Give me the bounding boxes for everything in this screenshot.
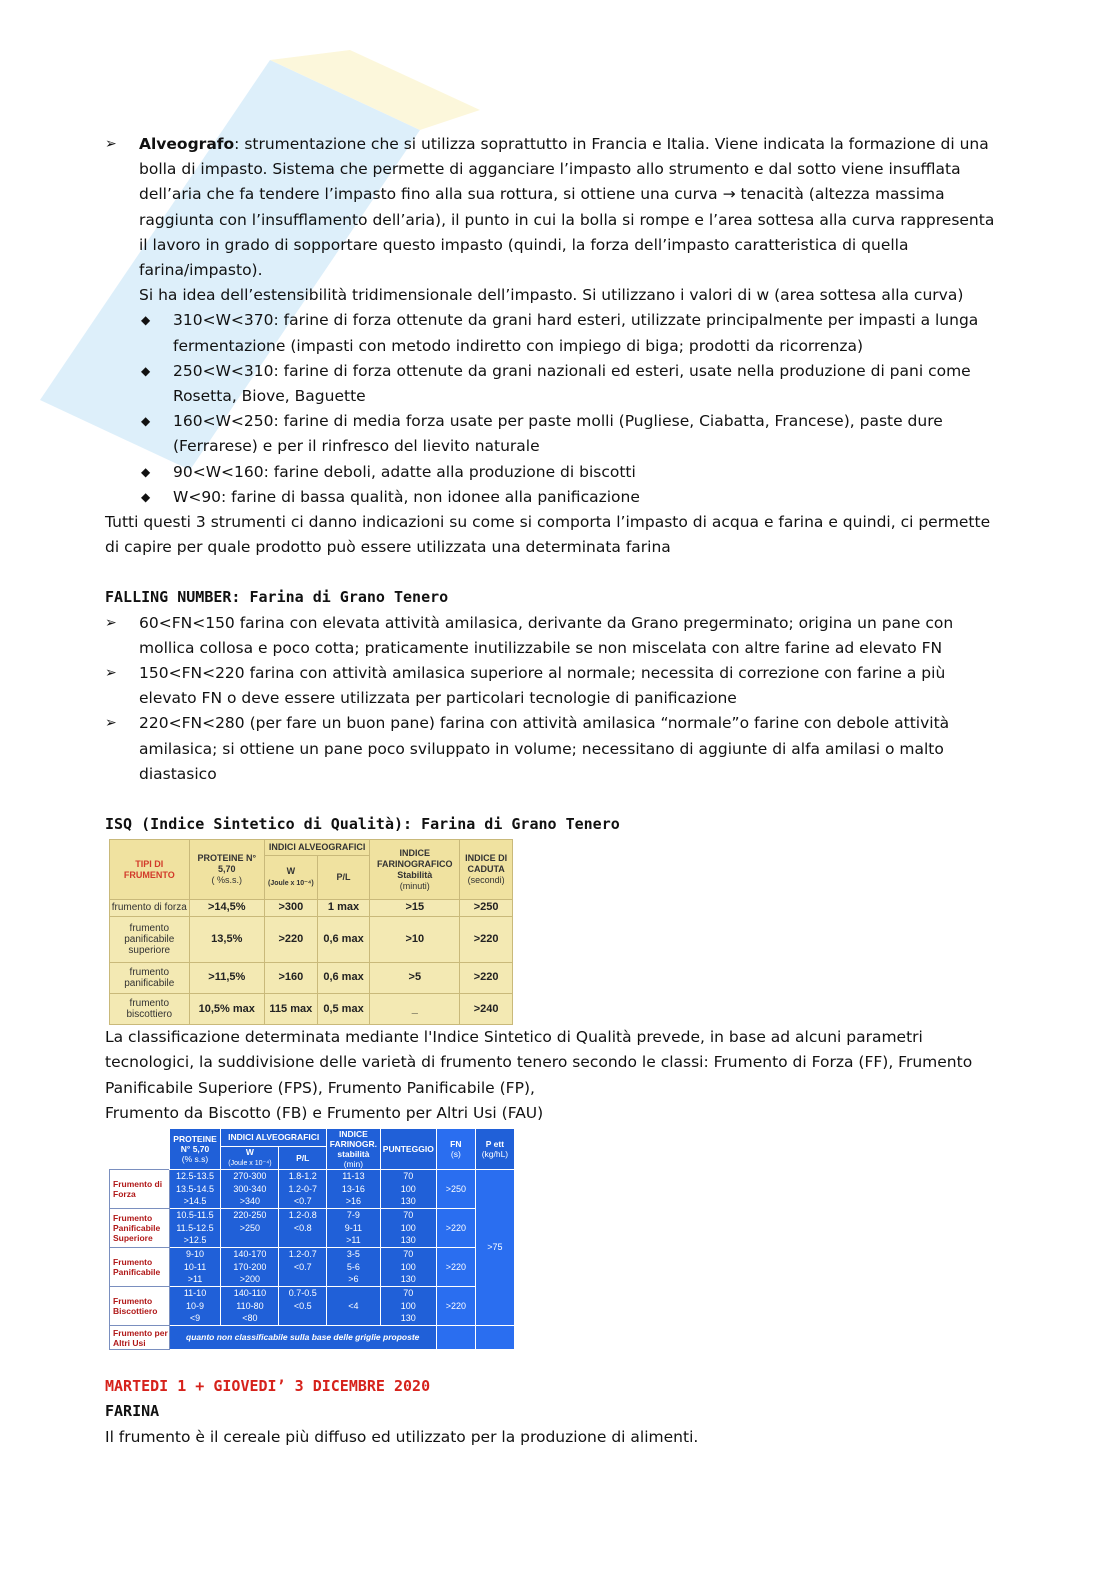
arrow-bullet-icon: ➢ xyxy=(105,665,117,682)
fn-item xyxy=(105,611,1005,661)
cell-value: 1.2-0-7 xyxy=(288,1183,317,1194)
arrow-bullet-icon: ➢ xyxy=(105,136,117,152)
isq-heading: ISQ (Indice Sintetico di Qualità): Farina di Grano Tenero xyxy=(105,815,620,834)
cell-value: 70 xyxy=(403,1171,414,1182)
cell-value: 3-5 xyxy=(346,1249,360,1260)
table-row: frumento biscottiero 10,5% max 115 max 0,5 max _ >240 xyxy=(110,994,513,1025)
table-row: Frumento Biscottiero 11-10 10-9 <9 140-110 110-80 <80 0.7-0.5 <0.5 <4 70 100 130 >220 xyxy=(110,1287,515,1326)
cell-value: 7-9 xyxy=(346,1210,360,1221)
table-row: Frumento di Forza 12.5-13.5 13.5-14.5 >14.5 270-300 300-340 >340 1.8-1.2 1.2-0-7 <0.7 11-13 13-16 >16 70 100 130 >250 >75 xyxy=(110,1170,515,1209)
cell-value xyxy=(279,1312,326,1325)
header-proteine: PROTEINE N° 5,70 (% s.s) xyxy=(169,1129,221,1170)
fn-text: 220<FN<280 (per fare un buon pane) farina con attività amilasica “normale”o farine con debole attività amilasica; si ottiene un pane poco sviluppato in volume; necessitano di aggiunte di alfa amilasi o malto diastasico xyxy=(139,714,950,783)
header-indice-caduta: INDICE DI CADUTA (secondi) xyxy=(460,840,513,900)
header-w: W (Joule x 10⁻⁴) xyxy=(264,856,317,900)
w-list-text: 250<W<310: farine di forza ottenute da grani nazionali ed esteri, usate nella produzione di pani come Rosetta, Biove, Baguette xyxy=(173,361,971,406)
cell-value: 140-170 xyxy=(233,1249,267,1260)
cell-value: <9 xyxy=(189,1313,201,1324)
header-fn: FN (s) xyxy=(436,1129,475,1170)
cell-value: >12.5 xyxy=(183,1235,207,1246)
cell-value: 10-9 xyxy=(186,1300,205,1311)
cell-value: 11-13 xyxy=(342,1171,365,1182)
cell-value: <0.8 xyxy=(293,1222,312,1233)
header-proteine: PROTEINE N° 5,70 ( %s.s.) xyxy=(189,840,264,900)
w-list-item xyxy=(105,308,1005,358)
w-list-item xyxy=(105,409,1005,459)
alveografo-extra: Si ha idea dell’estensibilità tridimensionale dell’impasto. Si utilizzano i valori di w (area sottesa alla curva) xyxy=(139,286,964,305)
cell-value: 13-16 xyxy=(341,1183,365,1194)
table-row: Frumento per Altri Usi quanto non classificabile sulla base delle griglie proposte xyxy=(110,1326,515,1350)
table-row: Frumento Panificabile 9-10 10-11 >11 140-170 170-200 >200 1.2-0.7 <0.7 3-5 5-6 >6 70 100 130 >220 xyxy=(110,1248,515,1287)
w-list-item xyxy=(105,485,1005,510)
header-indici-alveografici: INDICI ALVEOGRAFICI xyxy=(264,840,369,856)
pett-value: >75 xyxy=(475,1170,514,1326)
cell-value: <0.7 xyxy=(293,1196,312,1207)
cell-value: 9-10 xyxy=(186,1249,205,1260)
farina-paragraph: Il frumento è il cereale più diffuso ed utilizzato per la produzione di alimenti. xyxy=(105,1427,699,1446)
farina-heading: FARINA xyxy=(105,1402,160,1421)
cell-value: 100 xyxy=(400,1183,416,1194)
cell-value: 130 xyxy=(400,1274,416,1285)
cell-value: 220-250 xyxy=(233,1210,267,1221)
fn-item xyxy=(105,661,1005,711)
header-pett: P ett (kg/hL) xyxy=(475,1129,514,1170)
altri-usi-note: quanto non classificabile sulla base delle griglie proposte xyxy=(169,1326,436,1350)
cell-value: >250 xyxy=(239,1222,261,1233)
cell-value: 70 xyxy=(403,1249,414,1260)
cell-value: 5-6 xyxy=(346,1261,360,1272)
arrow-bullet-icon: ➢ xyxy=(105,614,117,631)
alveografo-text: : strumentazione che si utilizza soprattutto in Francia e Italia. Viene indicata la formazione di una bolla di impasto. Sistema che permette di agganciare l’impasto allo strumento e dal sotto viene insufflata dell’aria che fa tendere l’impasto fino alla sua rottura, si ottiene una curva → tenacità (altezza massima raggiunta con l’insufflamento dell’aria), il punto in cui la bolla si rompe e l’area sottesa alla curva rappresenta il lavoro in grado di sopportare questo impasto (quindi, la forza dell’impasto caratteristica di quella farina/impasto). xyxy=(139,135,995,280)
diamond-bullet-icon: ◆ xyxy=(141,464,151,479)
header-pl: P/L xyxy=(317,856,370,900)
cell-value: 100 xyxy=(400,1261,416,1272)
table-row: frumento panificabile superiore 13,5% >220 0,6 max >10 >220 xyxy=(110,916,513,962)
diamond-bullet-icon: ◆ xyxy=(141,414,151,429)
cell-value: 300-340 xyxy=(233,1183,267,1194)
header-w: W (Joule x 10⁻⁴) xyxy=(221,1146,279,1170)
cell-value: 1.8-1.2 xyxy=(288,1171,317,1182)
cell-value: 10-11 xyxy=(183,1261,207,1272)
cell-value: 13.5-14.5 xyxy=(176,1183,215,1194)
header-tipi: TIPI DI FRUMENTO xyxy=(110,840,190,900)
cell-value: 130 xyxy=(400,1196,416,1207)
main-content xyxy=(105,132,1005,1450)
cell-value: 110-80 xyxy=(236,1300,264,1311)
w-list-text: 310<W<370: farine di forza ottenute da grani hard esteri, utilizzate principalmente per impasti a lunga fermentazione (impasti con metodo indiretto con impiego di biga; prodotti da ricorrenza) xyxy=(173,311,979,355)
fn-item xyxy=(105,711,1005,787)
diamond-bullet-icon: ◆ xyxy=(141,313,151,328)
classification-table xyxy=(109,1128,515,1350)
cell-value xyxy=(279,1273,326,1286)
table-row: Frumento Panificabile Superiore 10.5-11.5 11.5-12.5 >12.5 220-250 >250 1.2-0.8 <0.8 7-9 9-11 >11 70 100 130 >220 xyxy=(110,1209,515,1248)
cell-value: <0.5 xyxy=(293,1300,312,1311)
cell-value: >200 xyxy=(239,1274,261,1285)
cell-value: 1.2-0.8 xyxy=(288,1210,317,1221)
w-list-text: 90<W<160: farine deboli, adatte alla produzione di biscotti xyxy=(173,462,636,481)
cell-value: 140-110 xyxy=(233,1288,267,1299)
falling-number-heading: FALLING NUMBER: Farina di Grano Tenero xyxy=(105,588,449,607)
alveografo-item xyxy=(105,132,1005,283)
isq-table xyxy=(109,839,513,1025)
cell-value: >11 xyxy=(187,1274,203,1285)
cell-value: 11-10 xyxy=(183,1288,207,1299)
cell-value: 70 xyxy=(403,1210,414,1221)
cell-value: <4 xyxy=(348,1300,359,1311)
arrow-bullet-icon: ➢ xyxy=(105,715,117,732)
table-row: frumento panificabile >11,5% >160 0,6 max >5 >220 xyxy=(110,962,513,993)
cell-value: 100 xyxy=(400,1300,416,1311)
cell-value: 1.2-0.7 xyxy=(288,1249,317,1260)
cell-value: 100 xyxy=(400,1222,416,1233)
table-row: frumento di forza >14,5% >300 1 max >15 >250 xyxy=(110,900,513,916)
diamond-bullet-icon: ◆ xyxy=(141,489,151,504)
cell-value: 70 xyxy=(403,1288,414,1299)
cell-value: 9-11 xyxy=(344,1222,363,1233)
cell-value: <80 xyxy=(242,1313,258,1324)
cell-value xyxy=(221,1234,278,1247)
w-list-item xyxy=(105,359,1005,409)
cell-value: 0.7-0.5 xyxy=(288,1288,317,1299)
w-list-text: 160<W<250: farine di media forza usate per paste molli (Pugliese, Ciabatta, Francese), paste dure (Ferrarese) e per il rinfresco del lievito naturale xyxy=(173,412,943,456)
cell-value: >16 xyxy=(345,1196,362,1207)
isq-paragraph: La classificazione determinata mediante l'Indice Sintetico di Qualità prevede, in base ad alcuni parametri tecnologici, la suddivisione delle varietà di frumento tenero secondo le classi: Frumento di Forza (FF), Frumento Panificabile Superiore (FPS), Frumento Panificabile (FP), xyxy=(105,1028,973,1097)
cell-value: >14.5 xyxy=(183,1196,207,1207)
cell-value: >11 xyxy=(346,1235,361,1246)
fn-text: 150<FN<220 farina con attività amilasica superiore al normale; necessita di correzione con farine a più elevato FN o deve essere utilizzata per particolari tecnologie di panificazione xyxy=(139,664,946,708)
cell-value: 270-300 xyxy=(233,1171,267,1182)
cell-value: 12.5-13.5 xyxy=(176,1171,215,1182)
fn-text: 60<FN<150 farina con elevata attività amilasica, derivante da Grano pregerminato; origina un pane con mollica collosa e poco cotta; praticamente inutilizzabile se non miscelata con altre farine ad elevato FN xyxy=(139,613,954,657)
cell-value: 130 xyxy=(400,1235,416,1246)
w-list-item xyxy=(105,460,1005,485)
w-list-text: W<90: farine di bassa qualità, non idonee alla panificazione xyxy=(173,487,640,506)
header-punteggio: PUNTEGGIO xyxy=(380,1129,436,1170)
isq-paragraph-2: Frumento da Biscotto (FB) e Frumento per Altri Usi (FAU) xyxy=(105,1103,544,1122)
cell-value xyxy=(327,1287,380,1300)
header-farinogr: INDICE FARINOGR. stabilità (min) xyxy=(326,1129,380,1170)
cell-value xyxy=(327,1312,380,1325)
alveografo-term: Alveografo xyxy=(139,135,235,153)
cell-value: 170-200 xyxy=(233,1261,267,1272)
header-pl: P/L xyxy=(279,1146,327,1170)
cell-value: 130 xyxy=(400,1313,416,1324)
cell-value: <0.7 xyxy=(293,1261,312,1272)
diamond-bullet-icon: ◆ xyxy=(141,363,151,378)
cell-value: >340 xyxy=(239,1196,261,1207)
summary-paragraph: Tutti questi 3 strumenti ci danno indicazioni su come si comporta l’impasto di acqua e farina e quindi, ci permette di capire per quale prodotto può essere utilizzata una determinata farina xyxy=(105,513,991,557)
header-indice-farinografico: INDICE FARINOGRAFICO Stabilità (minuti) xyxy=(370,840,460,900)
cell-value: >6 xyxy=(348,1274,359,1285)
cell-value: 10.5-11.5 xyxy=(176,1210,214,1221)
cell-value xyxy=(279,1234,326,1247)
date-heading: MARTEDI 1 + GIOVEDI’ 3 DICEMBRE 2020 xyxy=(105,1377,431,1396)
cell-value: 11.5-12.5 xyxy=(176,1222,214,1233)
header-indici-alveografici: INDICI ALVEOGRAFICI xyxy=(221,1129,327,1146)
